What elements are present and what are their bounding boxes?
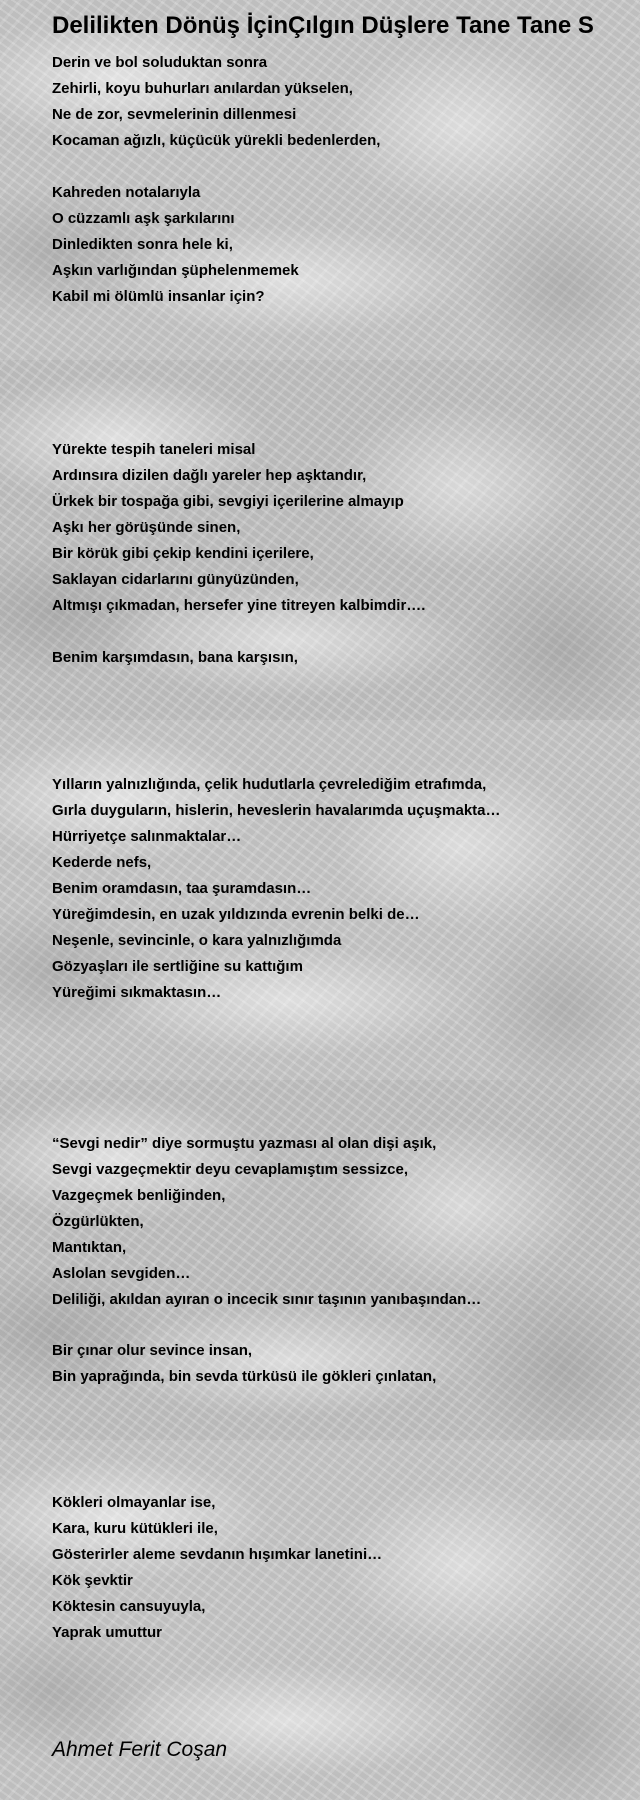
poem-line: Yaprak umuttur — [52, 1624, 163, 1641]
poem-line: Zehirli, koyu buhurları anılardan yükselen, — [52, 80, 353, 97]
poem-line: Yüreğimdesin, en uzak yıldızında evrenin belki de… — [52, 906, 420, 923]
poem-line: Hürriyetçe salınmaktalar… — [52, 828, 242, 845]
poem-line: Mantıktan, — [52, 1239, 127, 1256]
poem-line: Kökleri olmayanlar ise, — [52, 1494, 216, 1511]
poem-line: Deliliği, akıldan ayıran o incecik sınır taşının yanıbaşından… — [52, 1291, 482, 1308]
poem-line: Sevgi vazgeçmektir deyu cevaplamıştım sessizce, — [52, 1161, 409, 1178]
poem-line: Derin ve bol soluduktan sonra — [52, 54, 268, 71]
poem-line: Kederde nefs, — [52, 854, 152, 871]
poem-line: Dinledikten sonra hele ki, — [52, 236, 233, 253]
poem-line: Kahreden notalarıyla — [52, 184, 201, 201]
poem-line: “Sevgi nedir” diye sormuştu yazması al olan dişi aşık, — [52, 1135, 437, 1152]
stanza-4 — [52, 645, 632, 671]
stanza-6 — [52, 1131, 632, 1313]
poem-line: Özgürlükten, — [52, 1213, 144, 1230]
stanza-1 — [52, 50, 632, 154]
stanza-8 — [52, 1490, 632, 1646]
poem-line: Gözyaşları ile sertliğine su kattığım — [52, 958, 303, 975]
poem-line: Ardınsıra dizilen dağlı yareler hep aşktandır, — [52, 467, 367, 484]
poem-line: Ne de zor, sevmelerinin dillenmesi — [52, 106, 297, 123]
stanza-2 — [52, 180, 632, 310]
poem-line: Bin yaprağında, bin sevda türküsü ile gökleri çınlatan, — [52, 1368, 437, 1385]
poem-line: Kabil mi ölümlü insanlar için? — [52, 288, 265, 305]
poem-title: Delilikten Dönüş İçinÇılgın Düşlere Tane Tane S — [52, 12, 594, 39]
stanza-5 — [52, 772, 632, 1006]
stanza-7 — [52, 1338, 632, 1390]
poem-author: Ahmet Ferit Coşan — [52, 1738, 228, 1761]
poem-line: Altmışı çıkmadan, hersefer yine titreyen kalbimdir…. — [52, 597, 426, 614]
poem-line: Aşkı her görüşünde sinen, — [52, 519, 241, 536]
poem-line: Köktesin cansuyuyla, — [52, 1598, 206, 1615]
poem-line: Gırla duyguların, hislerin, heveslerin havalarımda uçuşmakta… — [52, 802, 501, 819]
poem-line: Aşkın varlığından şüphelenmemek — [52, 262, 299, 279]
poem-line: Kara, kuru kütükleri ile, — [52, 1520, 218, 1537]
poem-line: Gösterirler aleme sevdanın hışımkar lanetini… — [52, 1546, 383, 1563]
poem-line: Ürkek bir tospağa gibi, sevgiyi içerilerine almayıp — [52, 493, 404, 510]
poem-line: Benim oramdasın, taa şuramdasın… — [52, 880, 312, 897]
poem-line: Yılların yalnızlığında, çelik hudutlarla çevrelediğim etrafımda, — [52, 776, 487, 793]
poem-line: Kocaman ağızlı, küçücük yürekli bedenlerden, — [52, 132, 381, 149]
poem-line: Vazgeçmek benliğinden, — [52, 1187, 226, 1204]
poem-line: Kök şevktir — [52, 1572, 133, 1589]
poem-line: Aslolan sevgiden… — [52, 1265, 191, 1282]
poem-line: Yüreğimi sıkmaktasın… — [52, 984, 222, 1001]
poem-line: Bir çınar olur sevince insan, — [52, 1342, 253, 1359]
stanza-3 — [52, 437, 632, 619]
poem-line: Neşenle, sevincinle, o kara yalnızlığımda — [52, 932, 342, 949]
poem-line: O cüzzamlı aşk şarkılarını — [52, 210, 235, 227]
poem-line: Bir körük gibi çekip kendini içerilere, — [52, 545, 314, 562]
poem-line: Benim karşımdasın, bana karşısın, — [52, 649, 298, 666]
poem-line: Saklayan cidarlarını günyüzünden, — [52, 571, 299, 588]
poem-line: Yürekte tespih taneleri misal — [52, 441, 256, 458]
